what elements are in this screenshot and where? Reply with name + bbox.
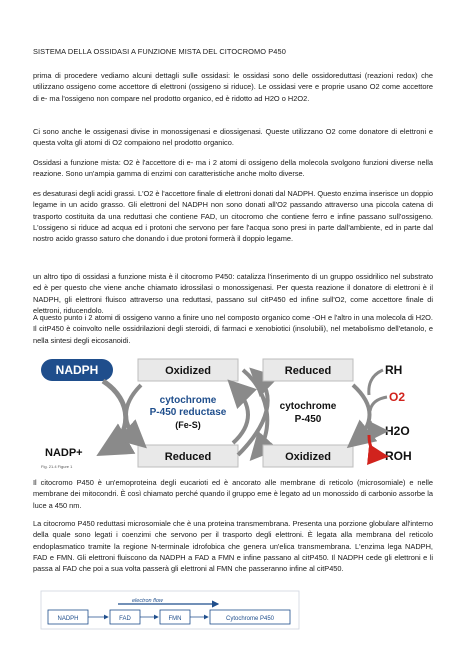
reductase-line1: cytochrome bbox=[159, 395, 217, 406]
p450-line2: P-450 bbox=[294, 414, 322, 425]
nadph-label: NADPH bbox=[55, 363, 99, 377]
flow-node-fmn: FMN bbox=[168, 616, 182, 622]
roh-out-arrow bbox=[369, 435, 383, 456]
p450-line1: cytochrome bbox=[279, 401, 337, 412]
reductase-line2: P-450 reductase bbox=[149, 407, 227, 418]
document-title: SISTEMA DELLA OSSIDASI A FUNZIONE MISTA DEL CITOCROMO P450 bbox=[33, 47, 286, 56]
h2o-out-arrow bbox=[370, 421, 383, 431]
paragraph-emoproteina: Il citocromo P450 è un'emoproteina degli eucarioti ed è ancorato alle membrane di reticolo (microsomiale) e nelle membrane dei mitocondri. È così chiamato perché quando il gruppo eme è legato ad un monossido di carbonio assorbe la luce a 450 nm. bbox=[33, 478, 433, 510]
paragraph-ossigenasi: Ci sono anche le ossigenasi divise in monossigenasi e diossigenasi. Queste utilizzano O2 come donatore di elettroni e questa volta gli atomi di O2 compaiono nel prodotto organico. bbox=[33, 127, 433, 148]
oxidized-right-label: Oxidized bbox=[285, 451, 331, 463]
paragraph-ossidasi: prima di procedere vediamo alcuni dettagli sulle ossidasi: le ossidasi sono delle ossidoreduttasi (reazioni redox) che utilizzano ossigeno come accettore di elettroni (ossigeno si riduce). Le ossidasi vere e proprie usano O2 come accettore di e- ma l'ossigeno non compare nel prodotto organico, ed è ridotto ad H2O o H2O2. bbox=[33, 71, 433, 103]
paragraph-atomi-ossigeno: A questo punto i 2 atomi di ossigeno vanno a finire uno nel composto organico come -OH e l'altro in una molecola di H2O. Il citP450 è coinvolto nelle ossidrilazioni degli steroidi, di farmaci e xenobiotici (insolubili), nel metabolismo dell'etanolo, e nella sintesi degli eicosanoidi. bbox=[33, 313, 433, 345]
electron-flow-diagram bbox=[40, 590, 300, 630]
reductase-arc-up bbox=[233, 385, 248, 443]
flow-node-p450: Cytochrome P450 bbox=[225, 616, 275, 622]
p450-arc-down bbox=[353, 385, 370, 443]
o2-in-arrow bbox=[370, 397, 387, 411]
reductase-line3: (Fe-S) bbox=[175, 420, 201, 430]
left-arc-arrow bbox=[103, 381, 126, 451]
paragraph-funzione-mista: Ossidasi a funzione mista: O2 è l'accettore di e- ma i 2 atomi di ossigeno della molecola svolgono funzioni diverse nella reazione. Sono un'ampia gamma di enzimi con caratteristiche anche molto diverse. bbox=[33, 158, 433, 179]
reductase-arc-down bbox=[126, 385, 141, 443]
roh-label: ROH bbox=[385, 449, 412, 463]
electron-flow-label: electron flow bbox=[132, 598, 163, 604]
paragraph-reduttasi: La citocromo P450 reduttasi microsomiale che è una proteina transmembrana. Presenta una porzione globulare all'interno della quale sono legati i coenzimi che servono per il trasporto degli elettroni. È legata alla membrana del reticolo endoplasmatico tramite la regione N-terminale idrofobica che genera un'elica transmembrana. L'enzima lega NADPH, FAD e FMN. Gli elettroni fluiscono da NADPH a FAD a FMN e infine passano al citP450. Il NADPH cede gli elettroni e li passa al FAD che poi a sua volta passerà gli elettroni al FMN che passeranno infine al citP450. bbox=[33, 519, 433, 574]
paragraph-citocromo-p450: un altro tipo di ossidasi a funzione mista è il citocromo P450: catalizza l'inserimento di un gruppo ossidrilico nel substrato ed è per questo che viene anche chiamato idrossilasi o monossigenasi. Per questa reazione il donatore di elettroni è il NADPH, gli elettroni fluisco attraverso una reduttasi, passano sul citP450 ed infine sull'O2, come accettore finale di elettroni, riducendolo. bbox=[33, 272, 433, 315]
h2o-label: H2O bbox=[385, 424, 410, 438]
paragraph-desaturasi: es desaturasi degli acidi grassi. L'O2 è l'accettore finale di elettroni donati dal NADPH. Questo enzima inserisce un doppio legame in un acido grasso. Gli elettroni del NADPH non sono donati all'O2 passando attraverso una piccola catena di trasporto costituita da una reduttasi che contiene FAD, un citocromo che contiene ferro e infine passano sull'ossigeno. L'ossigeno si riduce ad acqua ed i protoni che servono per fare l'acqua sono presi in parte dall'ambiente, ed in parte dal nostro acido grasso saturo che donando i due protoni formerà il doppio legame. bbox=[33, 189, 433, 244]
o2-label: O2 bbox=[389, 390, 406, 404]
flow-node-fad: FAD bbox=[119, 616, 131, 622]
reduced-right-label: Reduced bbox=[284, 365, 332, 377]
oxidized-left-label: Oxidized bbox=[165, 365, 211, 377]
flow-node-nadph: NADPH bbox=[57, 616, 79, 622]
rh-in-arrow bbox=[369, 370, 383, 395]
reduced-left-label: Reduced bbox=[164, 451, 212, 463]
p450-cycle-diagram bbox=[33, 355, 438, 470]
figure-caption: Fig. 21.4 Figure 1 bbox=[41, 464, 73, 469]
rh-label: RH bbox=[385, 363, 403, 377]
nadp-label: NADP+ bbox=[45, 447, 83, 459]
